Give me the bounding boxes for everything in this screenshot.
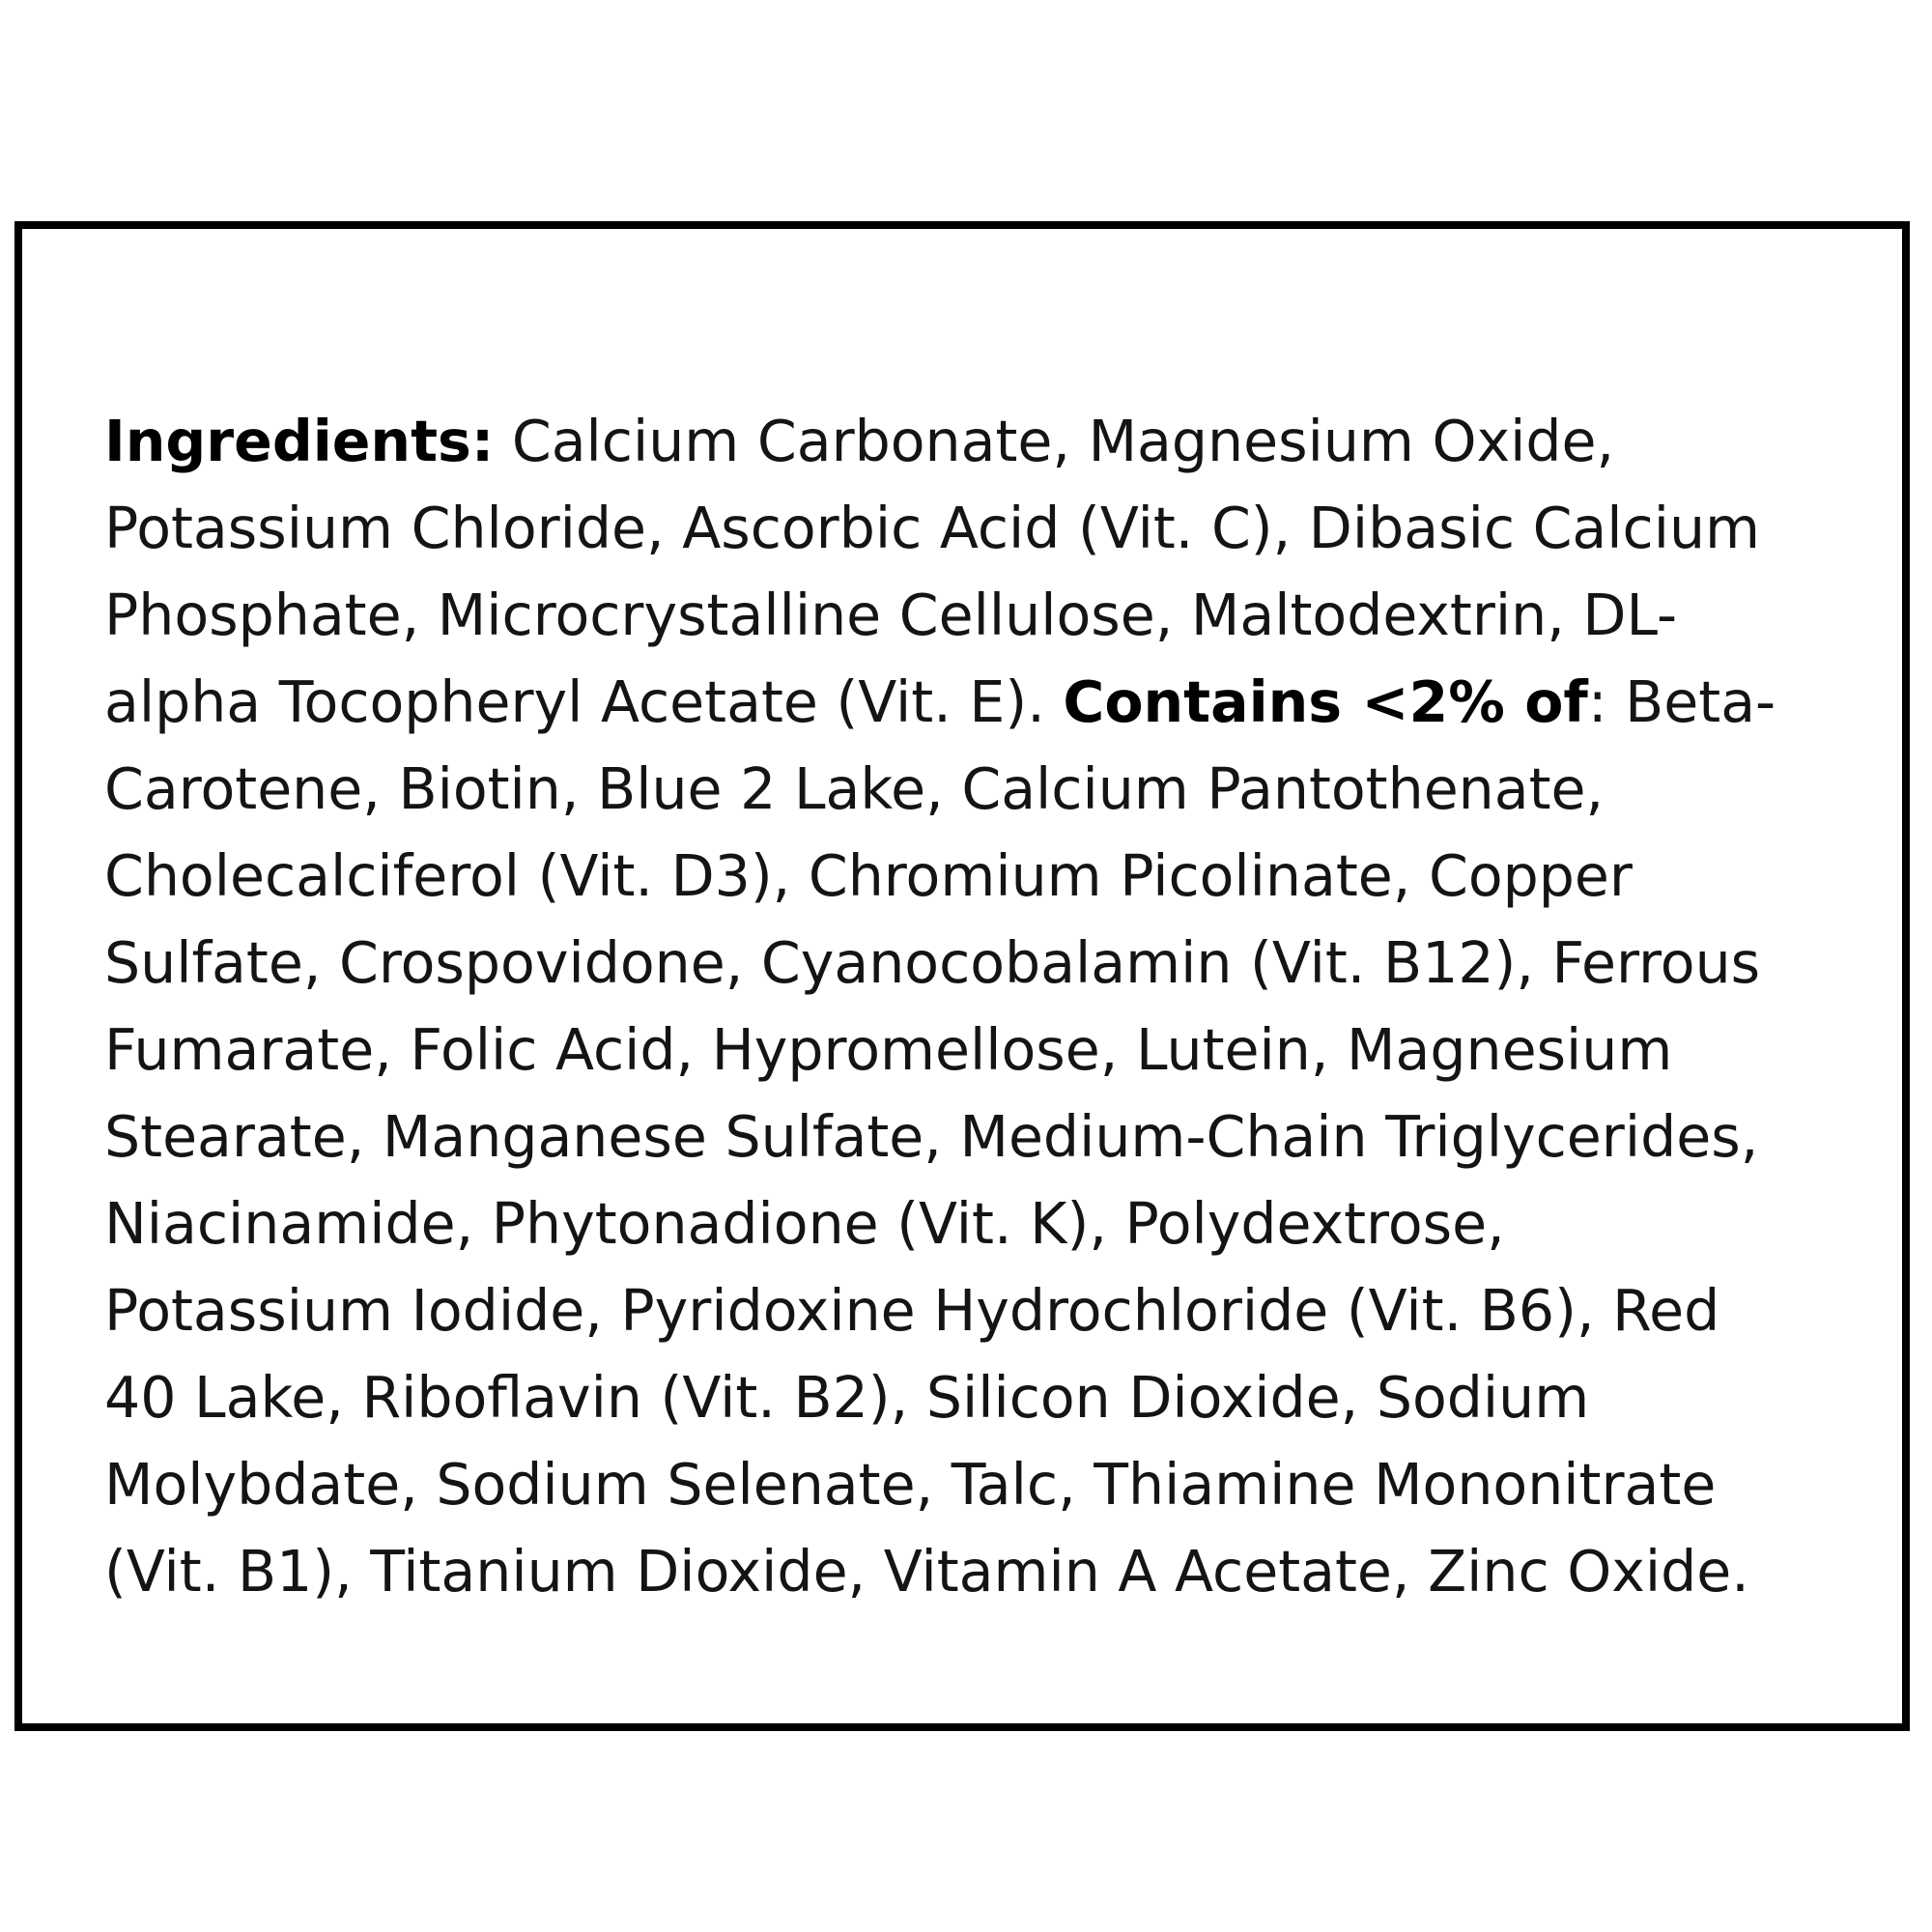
contains-heading: Contains <2% of bbox=[1063, 669, 1588, 735]
ingredients-line: Sulfate, Crospovidone, Cyanocobalamin (Vit. B12), Ferrous bbox=[104, 930, 1761, 996]
ingredients-line: Phosphate, Microcrystalline Cellulose, Maltodextrin, DL- bbox=[104, 582, 1678, 648]
ingredients-line: Stearate, Manganese Sulfate, Medium-Chain Triglycerides, bbox=[104, 1104, 1759, 1170]
ingredients-line: Niacinamide, Phytonadione (Vit. K), Polydextrose, bbox=[104, 1191, 1505, 1257]
ingredients-line: 40 Lake, Riboflavin (Vit. B2), Silicon Dioxide, Sodium bbox=[104, 1365, 1590, 1431]
ingredients-line: Fumarate, Folic Acid, Hypromellose, Lutein, Magnesium bbox=[104, 1017, 1673, 1083]
ingredients-line-text: Calcium Carbonate, Magnesium Oxide, bbox=[494, 409, 1615, 474]
ingredients-line: Potassium Iodide, Pyridoxine Hydrochloride (Vit. B6), Red bbox=[104, 1278, 1720, 1344]
ingredients-line bbox=[104, 659, 1901, 746]
ingredients-line: (Vit. B1), Titanium Dioxide, Vitamin A Acetate, Zinc Oxide. bbox=[104, 1539, 1749, 1605]
ingredients-line: Molybdate, Sodium Selenate, Talc, Thiamine Mononitrate bbox=[104, 1452, 1717, 1518]
ingredients-line: Cholecalciferol (Vit. D3), Chromium Picolinate, Copper bbox=[104, 843, 1633, 909]
ingredients-heading: Ingredients: bbox=[104, 409, 495, 474]
ingredients-line-text: alpha Tocopheryl Acetate (Vit. E). bbox=[104, 669, 1064, 735]
ingredients-line: Carotene, Biotin, Blue 2 Lake, Calcium Pantothenate, bbox=[104, 756, 1605, 822]
ingredients-line: Potassium Chloride, Ascorbic Acid (Vit. C), Dibasic Calcium bbox=[104, 496, 1761, 561]
ingredients-label-box bbox=[14, 221, 1910, 1731]
ingredients-line-text: : Beta- bbox=[1587, 669, 1776, 735]
ingredients-paragraph bbox=[104, 398, 1901, 1615]
ingredients-line bbox=[104, 398, 1901, 485]
